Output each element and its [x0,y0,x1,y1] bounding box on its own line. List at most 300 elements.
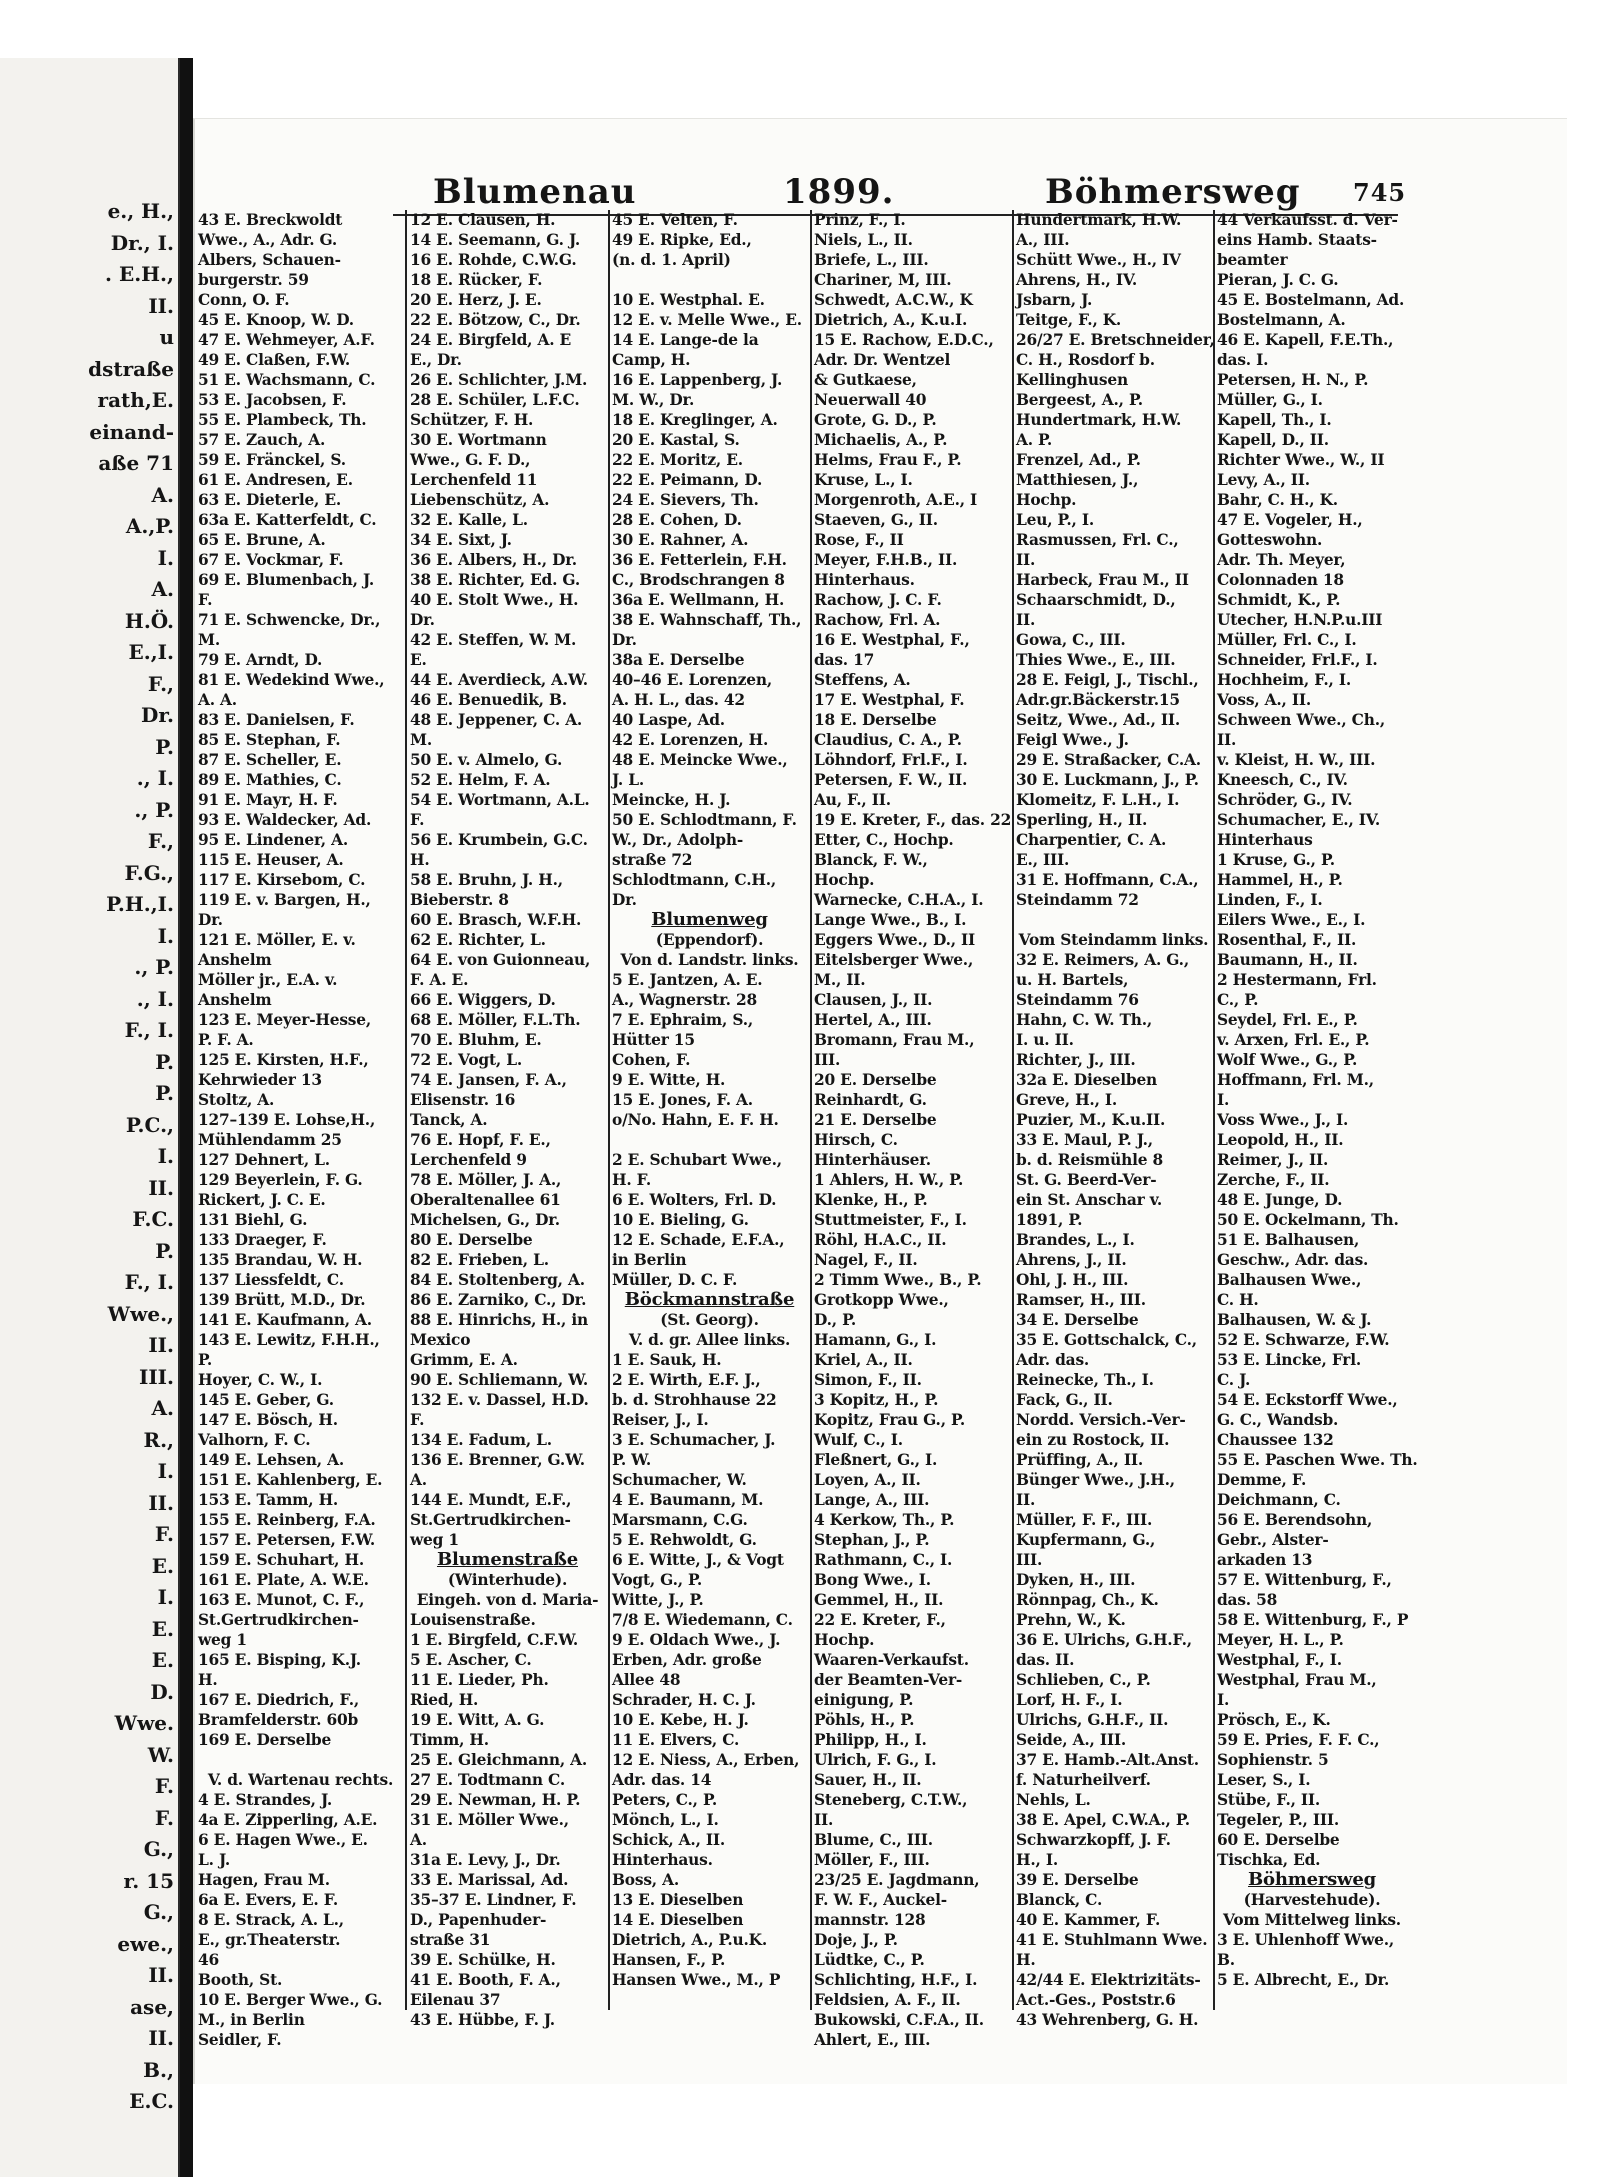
directory-entry: Dietrich, A., P.u.K. [612,1931,768,1949]
directory-entry: weg 1 [198,1631,247,1649]
directory-entry: 79 E. Arndt, D. [198,651,323,669]
previous-page-fragment [0,58,180,2177]
directory-entry: 7/8 E. Wiedemann, C. [612,1611,793,1629]
directory-entry: 48 E. Jeppener, C. A. [410,711,583,729]
directory-entry: Kellinghusen [1016,371,1128,389]
directory-entry: Grote, G. D., P. [814,411,937,429]
directory-entry: V. d. Wartenau rechts. [207,1771,394,1789]
directory-entry: 85 E. Stephan, F. [198,731,341,749]
directory-entry: Camp, H. [612,351,691,369]
directory-entry: burgerstr. 59 [198,271,309,289]
directory-entry: Stübe, F., II. [1217,1791,1321,1809]
directory-entry: Dr. [612,631,637,649]
directory-entry: 26 E. Schlichter, J.M. [410,371,588,389]
directory-entry: 22 E. Moritz, E. [612,451,743,469]
directory-entry: 44 E. Averdieck, A.W. [410,671,588,689]
directory-entry: 44 Verkaufsst. d. Ver- [1217,211,1398,229]
directory-entry: 62 E. Richter, L. [410,931,546,949]
directory-entry: Hagen, Frau M. [198,1871,330,1889]
directory-entry: Bieberstr. 8 [410,891,509,909]
directory-entry: 10 E. Bieling, G. [612,1211,749,1229]
directory-entry: Eilenau 37 [410,1991,501,2009]
prev-page-text: E. [151,1616,174,1641]
directory-entry: Müller, Frl. C., I. [1217,631,1357,649]
directory-entry: 34 E. Sixt, J. [410,531,512,549]
directory-entry: Hochp. [1016,491,1077,509]
directory-column-5 [1016,210,1215,2030]
prev-page-text: F., I. [124,1018,174,1042]
directory-entry: Leu, P., I. [1016,511,1094,529]
directory-entry: Müller, D. C. F. [612,1271,738,1289]
prev-page-text: I. [157,1459,174,1483]
directory-entry: 24 E. Birgfeld, A. E [410,331,572,349]
directory-entry: 3 Kopitz, H., P. [814,1391,939,1409]
prev-page-text: II. [148,1490,174,1515]
street-heading: Blumenweg [651,909,768,930]
prev-page-text: F. [154,1774,174,1798]
directory-entry: H. [410,851,430,869]
directory-entry: 50 E. Schlodtmann, F. [612,811,797,829]
directory-entry: Adr. das. [1016,1351,1090,1369]
directory-entry: 10 E. Westphal. E. [612,291,765,309]
directory-entry: 24 E. Sievers, Th. [612,491,759,509]
directory-entry: 28 E. Feigl, J., Tischl., [1016,671,1199,689]
directory-entry: E. [410,651,427,669]
directory-entry: 63 E. Dieterle, E. [198,491,342,509]
directory-entry: Rathmann, C., I. [814,1551,953,1569]
prev-page-text: F. [154,1522,174,1546]
directory-entry: Dr. [198,911,223,929]
directory-entry: 40 E. Stolt Wwe., H. [410,591,579,609]
directory-entry: 46 E. Benuedik, B. [410,691,567,709]
directory-entry: Niels, L., II. [814,231,913,249]
directory-entry: Waaren-Verkaufst. [814,1651,969,1669]
directory-entry: 4 E. Strandes, J. [198,1791,332,1809]
directory-entry: mannstr. 128 [814,1911,926,1929]
directory-entry: Colonnaden 18 [1217,571,1344,589]
directory-entry: Etter, C., Hochp. [814,831,954,849]
directory-entry: J. L. [612,771,644,789]
directory-entry: 56 E. Krumbein, G.C. [410,831,588,849]
directory-entry: Sophienstr. 5 [1217,1751,1329,1769]
prev-page-text: R., [143,1427,174,1452]
directory-entry: Lerchenfeld 9 [410,1151,527,1169]
directory-entry: 29 E. Newman, H. P. [410,1791,581,1809]
directory-entry: Mühlendamm 25 [198,1131,342,1149]
directory-entry: 91 E. Mayr, H. F. [198,791,338,809]
directory-entry: 147 E. Bösch, H. [198,1411,338,1429]
directory-entry: P. W. [612,1451,651,1469]
column-divider [405,210,407,2010]
directory-entry: Prehn, W., K. [1016,1611,1126,1629]
directory-entry: Reinecke, Th., I. [1016,1371,1154,1389]
directory-entry: Baumann, H., II. [1217,951,1358,969]
directory-entry: 18 E. Kreglinger, A. [612,411,778,429]
directory-entry: 129 Beyerlein, F. G. [198,1171,363,1189]
directory-entry: 18 E. Rücker, F. [410,271,543,289]
directory-entry: 163 E. Munot, C. F., [198,1591,365,1609]
directory-entry: 159 E. Schuhart, H. [198,1551,364,1569]
directory-entry: 4a E. Zipperling, A.E. [198,1811,378,1829]
prev-page-text: u [159,325,174,349]
directory-entry: 12 E. Clausen, H. [410,211,556,229]
directory-entry: C., Brodschrangen 8 [612,571,785,589]
prev-page-text: I. [157,1144,174,1168]
directory-entry: H. [1016,1951,1036,1969]
directory-entry: Hoffmann, Frl. M., [1217,1071,1374,1089]
directory-entry: 15 E. Rachow, E.D.C., [814,331,994,349]
directory-entry: Prösch, E., K. [1217,1711,1331,1729]
directory-entry: 47 E. Vogeler, H., [1217,511,1363,529]
directory-entry: 141 E. Kaufmann, A. [198,1311,372,1329]
prev-page-text: I. [157,545,174,570]
directory-entry: b. d. Reismühle 8 [1016,1151,1164,1169]
directory-entry: 86 E. Zarniko, C., Dr. [410,1291,587,1309]
directory-entry: 18 E. Derselbe [814,711,937,729]
directory-entry: Stuttmeister, F., I. [814,1211,967,1229]
directory-entry: 133 Draeger, F. [198,1231,327,1249]
prev-page-text: I. [157,923,174,948]
column-divider [1012,210,1014,2010]
directory-entry: B. [1217,1951,1235,1969]
page-number: 745 [1353,178,1407,207]
directory-entry: 169 E. Derselbe [198,1731,332,1749]
directory-entry: Schween Wwe., Ch., [1217,711,1386,729]
directory-entry: Vom Mittelweg links. [1223,1911,1401,1929]
directory-entry: Kriel, A., II. [814,1351,913,1369]
prev-page-text: B., [143,2057,174,2082]
directory-entry: 52 E. Helm, F. A. [410,771,551,789]
prev-page-text: A. [151,482,174,507]
prev-page-text: P.C., [125,1112,174,1137]
directory-entry: 56 E. Berendsohn, [1217,1511,1373,1529]
directory-entry: Leser, S., I. [1217,1771,1311,1789]
directory-entry: 33 E. Maul, P. J., [1016,1131,1153,1149]
directory-entry: Lorf, H. F., I. [1016,1691,1123,1709]
directory-entry: Matthiesen, J., [1016,471,1139,489]
directory-entry: 39 E. Schülke, H. [410,1951,556,1969]
directory-entry: 11 E. Lieder, Ph. [410,1671,549,1689]
directory-entry: II. [1016,551,1036,569]
directory-entry: 31 E. Hoffmann, C.A., [1016,871,1199,889]
directory-entry: 6a E. Evers, E. F. [198,1891,339,1909]
directory-entry: Anshelm [198,951,272,969]
directory-entry: F. W. F., Auckel- [814,1891,947,1909]
directory-entry: F. [410,811,425,829]
directory-entry: 5 E. Albrecht, E., Dr. [1217,1971,1390,1989]
directory-entry: 5 E. Rehwoldt, G. [612,1531,757,1549]
directory-entry: V. d. gr. Allee links. [628,1331,791,1349]
directory-entry: Jsbarn, J. [1016,291,1093,309]
prev-page-text: ewe., [117,1931,174,1956]
directory-entry: 151 E. Kahlenberg, E. [198,1471,383,1489]
directory-entry: weg 1 [410,1531,459,1549]
directory-entry: Schützer, F. H. [410,411,534,429]
directory-entry: Reinhardt, G. [814,1091,927,1109]
directory-entry: beamter [1217,251,1288,269]
street-heading: Böhmersweg [1248,1869,1376,1890]
directory-entry: Hansen Wwe., M., P [612,1971,781,1989]
directory-entry: v. Kleist, H. W., III. [1217,751,1376,769]
directory-entry: F. A. E. [410,971,469,989]
directory-entry: in Berlin [612,1251,687,1269]
directory-entry: Dyken, H., III. [1016,1571,1136,1589]
directory-entry: 46 [198,1951,220,1969]
directory-entry: 16 E. Rohde, C.W.G. [410,251,577,269]
directory-entry [198,1750,403,1770]
directory-entry: Louisenstraße. [410,1611,536,1629]
directory-entry: 67 E. Vockmar, F. [198,551,344,569]
directory-entry: Schlieben, C., P. [1016,1671,1151,1689]
directory-entry: 50 E. v. Almelo, G. [410,751,563,769]
directory-entry: Erben, Adr. große [612,1651,762,1669]
directory-entry: 14 E. Dieselben [612,1911,744,1929]
directory-entry: 68 E. Möller, F.L.Th. [410,1011,581,1029]
directory-entry: Nehls, L. [1016,1791,1091,1809]
prev-page-text: dstraße [88,356,174,381]
prev-page-text: einand- [89,419,174,444]
directory-entry: Loyen, A., II. [814,1471,921,1489]
directory-entry: (Harvestehude). [1243,1891,1381,1909]
directory-entry: Philipp, H., I. [814,1731,927,1749]
directory-entry: Dr. [612,891,637,909]
directory-entry: 72 E. Vogt, L. [410,1051,522,1069]
directory-entry: Schick, A., II. [612,1831,726,1849]
directory-entry: Klenke, H., P. [814,1191,928,1209]
directory-entry: M. [410,731,432,749]
directory-entry: Gemmel, H., II. [814,1591,944,1609]
directory-entry: Au, F., II. [814,791,891,809]
directory-entry: Prüffing, A., II. [1016,1451,1143,1469]
directory-entry: (n. d. 1. April) [612,251,731,269]
directory-entry: F. [410,1411,425,1429]
prev-page-text: A. [151,577,174,601]
directory-entry: Balhausen Wwe., [1217,1271,1362,1289]
directory-entry: Harbeck, Frau M., II [1016,571,1189,589]
directory-entry: 19 E. Kreter, F., das. 22 [814,811,1012,829]
prev-page-text: r. 15 [123,1868,174,1893]
directory-entry: Löhndorf, Frl.F., I. [814,751,968,769]
directory-entry: Steffens, A. [814,671,911,689]
prev-page-text: II. [148,293,174,318]
directory-entry: Clausen, J., II. [814,991,933,1009]
prev-page-text: W. [147,1742,174,1767]
directory-entry: Schütt Wwe., H., IV [1016,251,1181,269]
directory-entry: Möller jr., E.A. v. [198,971,338,989]
directory-entry: 83 E. Danielsen, F. [198,711,355,729]
directory-entry: Schaarschmidt, D., [1016,591,1176,609]
directory-entry: Hansen, F., P. [612,1951,726,1969]
directory-entry: Eilers Wwe., E., I. [1217,911,1366,929]
directory-entry: das. 17 [814,651,875,669]
directory-entry: A. [410,1831,427,1849]
directory-entry: 9 E. Oldach Wwe., J. [612,1631,781,1649]
directory-entry: Müller, F. F., III. [1016,1511,1153,1529]
directory-entry: Eitelsberger Wwe., [814,951,974,969]
directory-entry: Demme, F. [1217,1471,1307,1489]
directory-entry: 93 E. Waldecker, Ad. [198,811,372,829]
directory-entry: G. C., Wandsb. [1217,1411,1339,1429]
directory-entry: 23/25 E. Jagdmann, [814,1871,980,1889]
directory-entry: Timm, H. [410,1731,489,1749]
directory-entry: Utecher, H.N.P.u.III [1217,611,1383,629]
directory-entry: 65 E. Brune, A. [198,531,326,549]
directory-entry: 58 E. Wittenburg, F., P [1217,1611,1409,1629]
directory-entry: 29 E. Straßacker, C.A. [1016,751,1201,769]
directory-entry: Anshelm [198,991,272,1009]
directory-entry: 88 E. Hinrichs, H., in [410,1311,588,1329]
directory-entry: 8 E. Strack, A. L., [198,1911,344,1929]
directory-entry: 42 E. Steffen, W. M. [410,631,577,649]
directory-entry: H., I. [1016,1851,1058,1869]
directory-entry: Fleßnert, G., I. [814,1451,938,1469]
directory-entry: 12 E. Niess, A., Erben, [612,1751,800,1769]
directory-entry: Michelsen, G., Dr. [410,1211,560,1229]
prev-page-text: E.C. [129,2089,174,2113]
directory-column-3 [612,210,807,2030]
directory-entry: 20 E. Derselbe [814,1071,937,1089]
directory-entry: 32 E. Kalle, L. [410,511,528,529]
directory-entry: 78 E. Möller, J. A., [410,1171,562,1189]
directory-entry: Westphal, Frau M., [1217,1671,1377,1689]
directory-entry: Schröder, G., IV. [1217,791,1353,809]
prev-page-text: Wwe., [107,1301,174,1326]
prev-page-text: P. [155,734,174,759]
directory-entry: Röhl, H.A.C., II. [814,1231,947,1249]
prev-page-text: II. [148,2026,174,2050]
directory-entry: 127–139 E. Lohse,H., [198,1111,376,1129]
directory-entry: 48 E. Junge, D. [1217,1191,1343,1209]
directory-entry: b. d. Strohhause 22 [612,1391,777,1409]
directory-column-1 [198,210,403,2049]
directory-entry: Hinterhaus. [814,571,915,589]
directory-entry: einigung, P. [814,1691,914,1709]
directory-entry: C. H., Rosdorf b. [1016,351,1155,369]
directory-entry: 82 E. Frieben, L. [410,1251,549,1269]
directory-entry: Dietrich, A., K.u.I. [814,311,968,329]
directory-entry: Leopold, H., II. [1217,1131,1344,1149]
directory-entry: 1 Ahlers, H. W., P. [814,1171,964,1189]
prev-page-text: P. [155,1049,174,1074]
directory-entry: 39 E. Derselbe [1016,1871,1139,1889]
directory-entry: Tischka, Ed. [1217,1851,1321,1869]
directory-entry: Hoyer, C. W., I. [198,1371,323,1389]
directory-entry: eins Hamb. Staats- [1217,231,1377,249]
directory-entry: Marsmann, C.G. [612,1511,748,1529]
directory-entry: Staeven, G., II. [814,511,938,529]
prev-page-text: F., [147,671,174,696]
directory-entry: Pöhls, H., P. [814,1711,915,1729]
directory-entry: Klomeitz, F. L.H., I. [1016,791,1180,809]
directory-entry: 50 E. Ockelmann, Th. [1217,1211,1399,1229]
prev-page-text: ., P. [134,955,174,979]
directory-entry: Thies Wwe., E., III. [1016,651,1176,669]
directory-entry: 9 E. Witte, H. [612,1071,726,1089]
prev-page-text: E. [151,1553,174,1578]
directory-entry: Dr. [410,611,435,629]
directory-entry: 76 E. Hopf, F. E., [410,1131,551,1149]
directory-entry: Steneberg, C.T.W., [814,1791,968,1809]
directory-entry: 31 E. Möller Wwe., [410,1811,569,1829]
directory-entry: Schumacher, E., IV. [1217,811,1380,829]
directory-entry: Hirsch, C. [814,1131,898,1149]
directory-entry: das. II. [1016,1651,1075,1669]
directory-entry: I. [1217,1091,1230,1109]
directory-entry: 144 E. Mundt, E.F., [410,1491,572,1509]
directory-entry: I. [1217,1691,1230,1709]
directory-entry: 51 E. Balhausen, [1217,1231,1360,1249]
prev-page-text: P.H.,I. [106,892,174,916]
prev-page-text: G., [143,1837,174,1861]
directory-entry: Ohl, J. H., III. [1016,1271,1129,1289]
directory-entry: 40–46 E. Lorenzen, [612,671,772,689]
directory-entry: Gotteswohn. [1217,531,1323,549]
directory-entry: Voss, A., II. [1217,691,1312,709]
directory-entry: Rickert, J. C. E. [198,1191,326,1209]
directory-entry: Elisenstr. 16 [410,1091,516,1109]
directory-entry: E., III. [1016,851,1070,869]
directory-entry: 2 E. Wirth, E.F. J., [612,1371,761,1389]
directory-entry: Michaelis, A., P. [814,431,948,449]
prev-page-text: aße 71 [98,451,174,475]
directory-entry: Stephan, J., P. [814,1531,930,1549]
directory-entry: Chaussee 132 [1217,1431,1334,1449]
directory-entry: H. F. [612,1171,651,1189]
directory-entry: f. Naturheilverf. [1016,1771,1151,1789]
directory-entry: 6 E. Wolters, Frl. D. [612,1191,777,1209]
directory-entry: Morgenroth, A.E., I [814,491,978,509]
directory-entry: Geschw., Adr. das. [1217,1251,1369,1269]
prev-page-text: Wwe. [114,1711,174,1735]
directory-entry: Act.-Ges., Poststr.6 [1016,1991,1176,2009]
directory-entry: 42/44 E. Elektrizitäts- [1016,1971,1201,1989]
directory-entry: Kupfermann, G., [1016,1531,1156,1549]
directory-entry: Tegeler, P., III. [1217,1811,1340,1829]
directory-entry: Seydel, Frl. E., P. [1217,1011,1358,1029]
directory-entry: Kneesch, C., IV. [1217,771,1348,789]
directory-entry: Puzier, M., K.u.II. [1016,1111,1166,1129]
directory-entry: Claudius, C. A., P. [814,731,962,749]
directory-entry: 4 Kerkow, Th., P. [814,1511,955,1529]
directory-entry: 59 E. Pries, F. F. C., [1217,1731,1380,1749]
directory-entry: Pieran, J. C. G. [1217,271,1339,289]
directory-entry: Bromann, Frau M., [814,1031,975,1049]
directory-entry: 2 Timm Wwe., B., P. [814,1271,982,1289]
directory-entry: 54 E. Wortmann, A.L. [410,791,590,809]
directory-column-2 [410,210,605,2030]
directory-entry: 167 E. Diedrich, F., [198,1691,360,1709]
directory-entry: 155 E. Reinberg, F.A. [198,1511,376,1529]
directory-entry: 3 E. Uhlenhoff Wwe., [1217,1931,1395,1949]
directory-entry: 35 E. Gottschalck, C., [1016,1331,1197,1349]
directory-column-6 [1217,210,1418,2030]
directory-entry: Westphal, F., I. [1217,1651,1342,1669]
directory-entry: das. 58 [1217,1591,1278,1609]
prev-page-text: . E.H., [105,262,174,286]
directory-entry: 153 E. Tamm, H. [198,1491,339,1509]
directory-entry: Grotkopp Wwe., [814,1291,949,1309]
prev-page-text: ., I. [136,766,174,790]
directory-entry: arkaden 13 [1217,1551,1313,1569]
directory-entry: Rosenthal, F., II. [1217,931,1357,949]
prev-page-text: A. [151,1396,174,1420]
directory-entry: Reiser, J., I. [612,1411,709,1429]
directory-entry: 12 E. v. Melle Wwe., E. [612,311,802,329]
directory-entry: Rachow, Frl. A. [814,611,941,629]
directory-entry: 115 E. Heuser, A. [198,851,344,869]
directory-entry: Gebr., Alster- [1217,1531,1329,1549]
directory-entry: Steindamm 72 [1016,891,1139,909]
